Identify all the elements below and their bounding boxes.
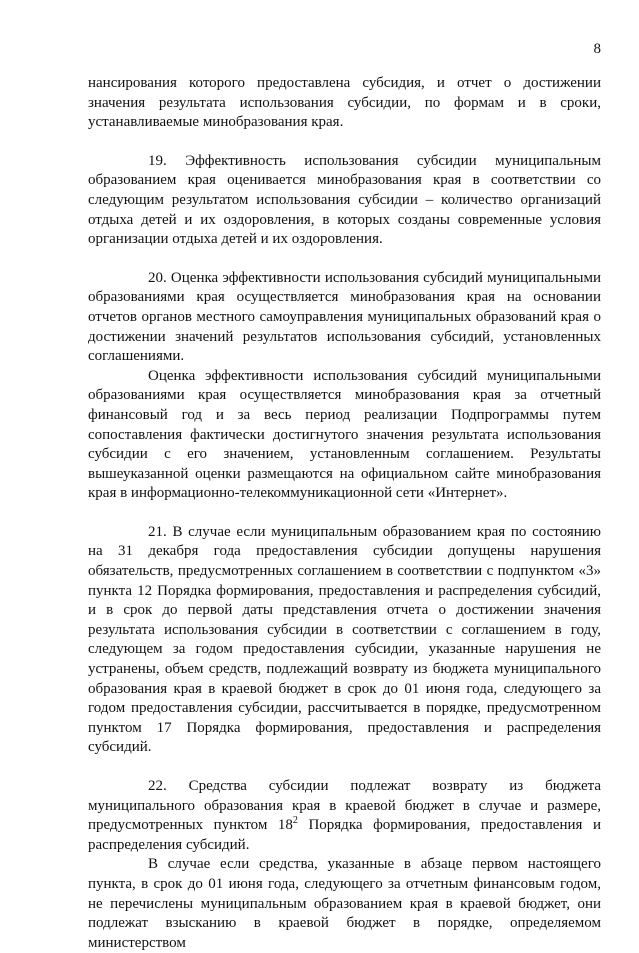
- paragraph-22-second: В случае если средства, указанные в абзаце первом настоящего пункта, в срок до 01 июня года, следующего за отчетным финансовым годом, не перечислены муниципальным образованием края в краевой бюджет, они подлежат взысканию в краевой бюджет в порядке, определяемом министерством: [88, 856, 601, 951]
- paragraph-continuation: нансирования которого предоставлена субсидия, и отчет о достижении значения результата использования субсидии, по формам и в сроки, устанавливаемые минобразования края.: [88, 75, 601, 131]
- paragraph-22-superscript: 2: [292, 815, 298, 827]
- paragraph-20: 20. Оценка эффективности использования субсидий муниципальными образованиями края осуществляется минобразования края на основании отчетов органов местного самоуправления муниципальных образований края о достижении значений результатов использования субсидий, установленных соглашениями.: [88, 269, 601, 365]
- paragraph-19: 19. Эффективность использования субсидии муниципальным образованием края оценивается минобразования края в соответствии со следующим результатом использования субсидии – количество организаций отдыха детей и их оздоровления, в которых созданы современные условия организации отдыха детей и их оздоровления.: [88, 152, 601, 248]
- paragraph-20-second: Оценка эффективности использования субсидий муниципальными образованиями края осуществляется минобразования края за отчетный финансовый год и за весь период реализации Подпрограммы путем сопоставления фактически достигнутого значения результата использования субсидии с его значением, установленным соглашением. Результаты вышеуказанной оценки размещаются на официальном сайте минобразования края в информационно-телекоммуникационной сети «Интернет».: [88, 367, 601, 502]
- document-body: [88, 74, 601, 953]
- paragraph-22-text-end: Порядка формирования, предоставления и распределения субсидий.: [88, 817, 601, 853]
- page-number: 8: [593, 41, 601, 57]
- paragraph-21: 21. В случае если муниципальным образованием края по состоянию на 31 декабря года предоставления субсидии допущены нарушения обязательств, предусмотренных соглашением в соответствии с подпунктом «3» пункта 12 Порядка формирования, предоставления и распределения субсидий, и в срок до первой даты представления отчета о достижении значения результата использования субсидии в соответствии с соглашением в году, следующем за годом предоставления субсидии, указанные нарушения не устранены, объем средств, подлежащий возврату из бюджета муниципального образования края в краевой бюджет в срок до 01 июня года, следующего за годом предоставления субсидии, рассчитывается в порядке, предусмотренном пунктом 17 Порядка формирования, предоставления и распределения субсидий.: [88, 523, 601, 756]
- paragraph-22-text-start: 22. Средства субсидии подлежат возврату из бюджета муниципального образования края в краевой бюджет в случае и размере, предусмотренных пунктом 18: [88, 778, 601, 834]
- paragraph-22: [88, 777, 601, 855]
